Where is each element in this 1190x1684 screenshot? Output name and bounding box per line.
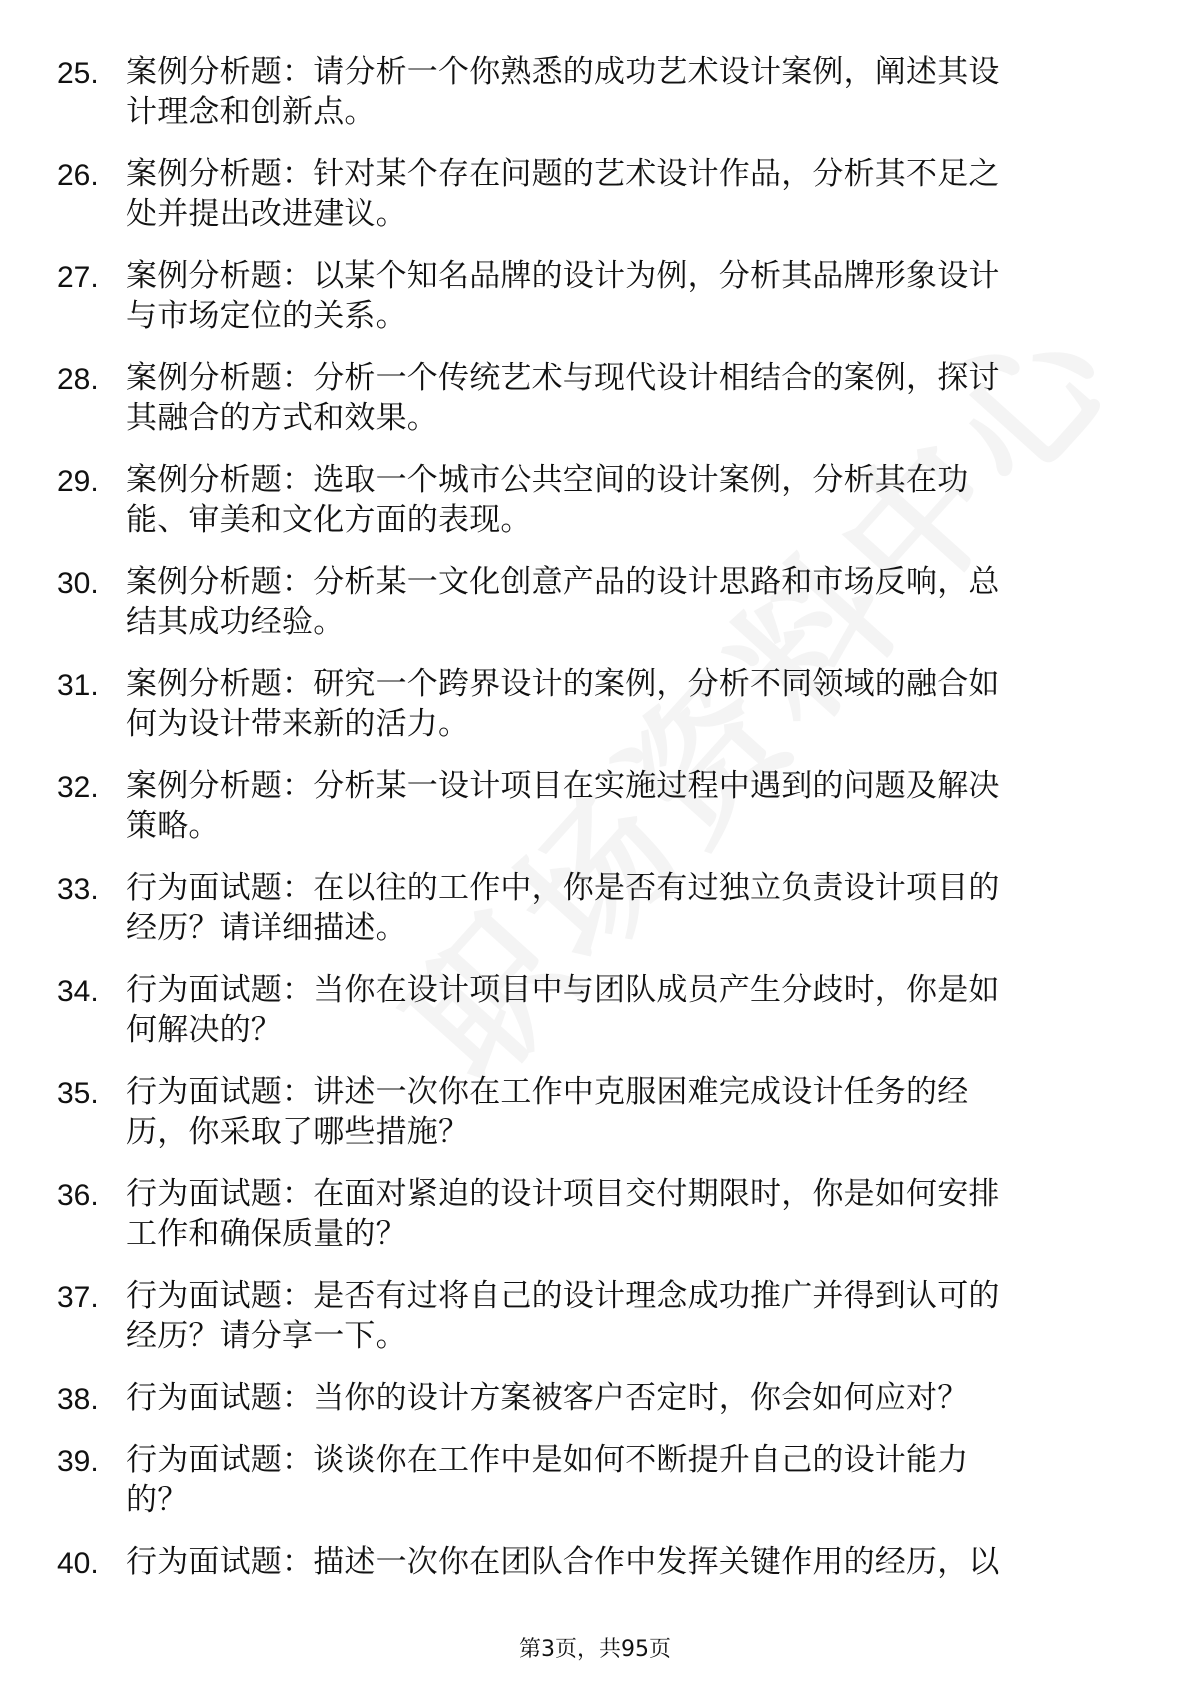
- question-text-line: 案例分析题：分析一个传统艺术与现代设计相结合的案例，探讨: [126, 360, 1000, 396]
- question-text-line: 何解决的？: [126, 1012, 282, 1048]
- question-text-line: 行为面试题：在以往的工作中，你是否有过独立负责设计项目的: [126, 870, 1000, 906]
- question-text-line: 行为面试题：在面对紧迫的设计项目交付期限时，你是如何安排: [126, 1176, 1000, 1212]
- question-number: 28.: [57, 363, 99, 396]
- question-text-line: 案例分析题：研究一个跨界设计的案例，分析不同领域的融合如: [126, 666, 1000, 702]
- question-text-line: 经历？请分享一下。: [126, 1318, 407, 1354]
- question-item: [0, 1174, 1190, 1276]
- question-item: [0, 460, 1190, 562]
- question-text-line: 的？: [126, 1482, 189, 1518]
- question-item: [0, 664, 1190, 766]
- question-text: [126, 868, 1116, 948]
- question-text: [126, 664, 1116, 744]
- question-item: [0, 1378, 1190, 1440]
- question-text-line: 处并提出改进建议。: [126, 196, 407, 232]
- question-text: [126, 1542, 1116, 1582]
- question-text-line: 经历？请详细描述。: [126, 910, 407, 946]
- question-item: [0, 1072, 1190, 1174]
- question-number: 29.: [57, 465, 99, 498]
- question-number: 31.: [57, 669, 99, 702]
- page-footer: 第3页，共95页: [519, 1637, 671, 1662]
- question-number: 27.: [57, 261, 99, 294]
- question-text-line: 案例分析题：针对某个存在问题的艺术设计作品，分析其不足之: [126, 156, 1000, 192]
- question-text-line: 案例分析题：请分析一个你熟悉的成功艺术设计案例，阐述其设: [126, 54, 1000, 90]
- question-text-line: 案例分析题：以某个知名品牌的设计为例，分析其品牌形象设计: [126, 258, 1000, 294]
- question-text: [126, 256, 1116, 336]
- question-text-line: 行为面试题：描述一次你在团队合作中发挥关键作用的经历，以: [126, 1544, 1000, 1580]
- question-text-line: 行为面试题：谈谈你在工作中是如何不断提升自己的设计能力: [126, 1442, 969, 1478]
- question-text-line: 行为面试题：讲述一次你在工作中克服困难完成设计任务的经: [126, 1074, 969, 1110]
- question-text-line: 案例分析题：选取一个城市公共空间的设计案例，分析其在功: [126, 462, 969, 498]
- question-text-line: 与市场定位的关系。: [126, 298, 407, 334]
- question-text-line: 策略。: [126, 808, 220, 844]
- question-number: 30.: [57, 567, 99, 600]
- question-number: 32.: [57, 771, 99, 804]
- question-text-line: 案例分析题：分析某一文化创意产品的设计思路和市场反响，总: [126, 564, 1000, 600]
- question-item: [0, 1440, 1190, 1542]
- question-text-line: 工作和确保质量的？: [126, 1216, 407, 1252]
- question-number: 40.: [57, 1547, 99, 1580]
- question-number: 38.: [57, 1383, 99, 1416]
- question-text: [126, 562, 1116, 642]
- question-text: [126, 766, 1116, 846]
- question-item: [0, 766, 1190, 868]
- question-text-line: 其融合的方式和效果。: [126, 400, 438, 436]
- question-text-line: 能、审美和文化方面的表现。: [126, 502, 532, 538]
- question-number: 26.: [57, 159, 99, 192]
- question-list: [0, 52, 1190, 1644]
- question-number: 37.: [57, 1281, 99, 1314]
- question-text: [126, 52, 1116, 132]
- question-number: 25.: [57, 57, 99, 90]
- question-text: [126, 970, 1116, 1050]
- question-text-line: 结其成功经验。: [126, 604, 345, 640]
- question-item: [0, 358, 1190, 460]
- question-item: [0, 1542, 1190, 1644]
- question-text-line: 历，你采取了哪些措施？: [126, 1114, 470, 1150]
- question-text-line: 行为面试题：是否有过将自己的设计理念成功推广并得到认可的: [126, 1278, 1000, 1314]
- question-item: [0, 154, 1190, 256]
- question-text: [126, 1174, 1116, 1254]
- question-text-line: 行为面试题：当你的设计方案被客户否定时，你会如何应对？: [126, 1380, 969, 1416]
- question-text: [126, 358, 1116, 438]
- question-text-line: 案例分析题：分析某一设计项目在实施过程中遇到的问题及解决: [126, 768, 1000, 804]
- question-item: [0, 52, 1190, 154]
- question-text-line: 计理念和创新点。: [126, 94, 376, 130]
- question-text: [126, 460, 1116, 540]
- question-text: [126, 1072, 1116, 1152]
- question-number: 39.: [57, 1445, 99, 1478]
- question-number: 36.: [57, 1179, 99, 1212]
- question-text: [126, 1378, 1116, 1418]
- question-item: [0, 562, 1190, 664]
- question-item: [0, 970, 1190, 1072]
- question-item: [0, 1276, 1190, 1378]
- question-text-line: 行为面试题：当你在设计项目中与团队成员产生分歧时，你是如: [126, 972, 1000, 1008]
- question-number: 34.: [57, 975, 99, 1008]
- question-number: 33.: [57, 873, 99, 906]
- question-item: [0, 256, 1190, 358]
- question-text: [126, 1440, 1116, 1520]
- question-number: 35.: [57, 1077, 99, 1110]
- question-text: [126, 1276, 1116, 1356]
- question-text: [126, 154, 1116, 234]
- question-text-line: 何为设计带来新的活力。: [126, 706, 470, 742]
- question-item: [0, 868, 1190, 970]
